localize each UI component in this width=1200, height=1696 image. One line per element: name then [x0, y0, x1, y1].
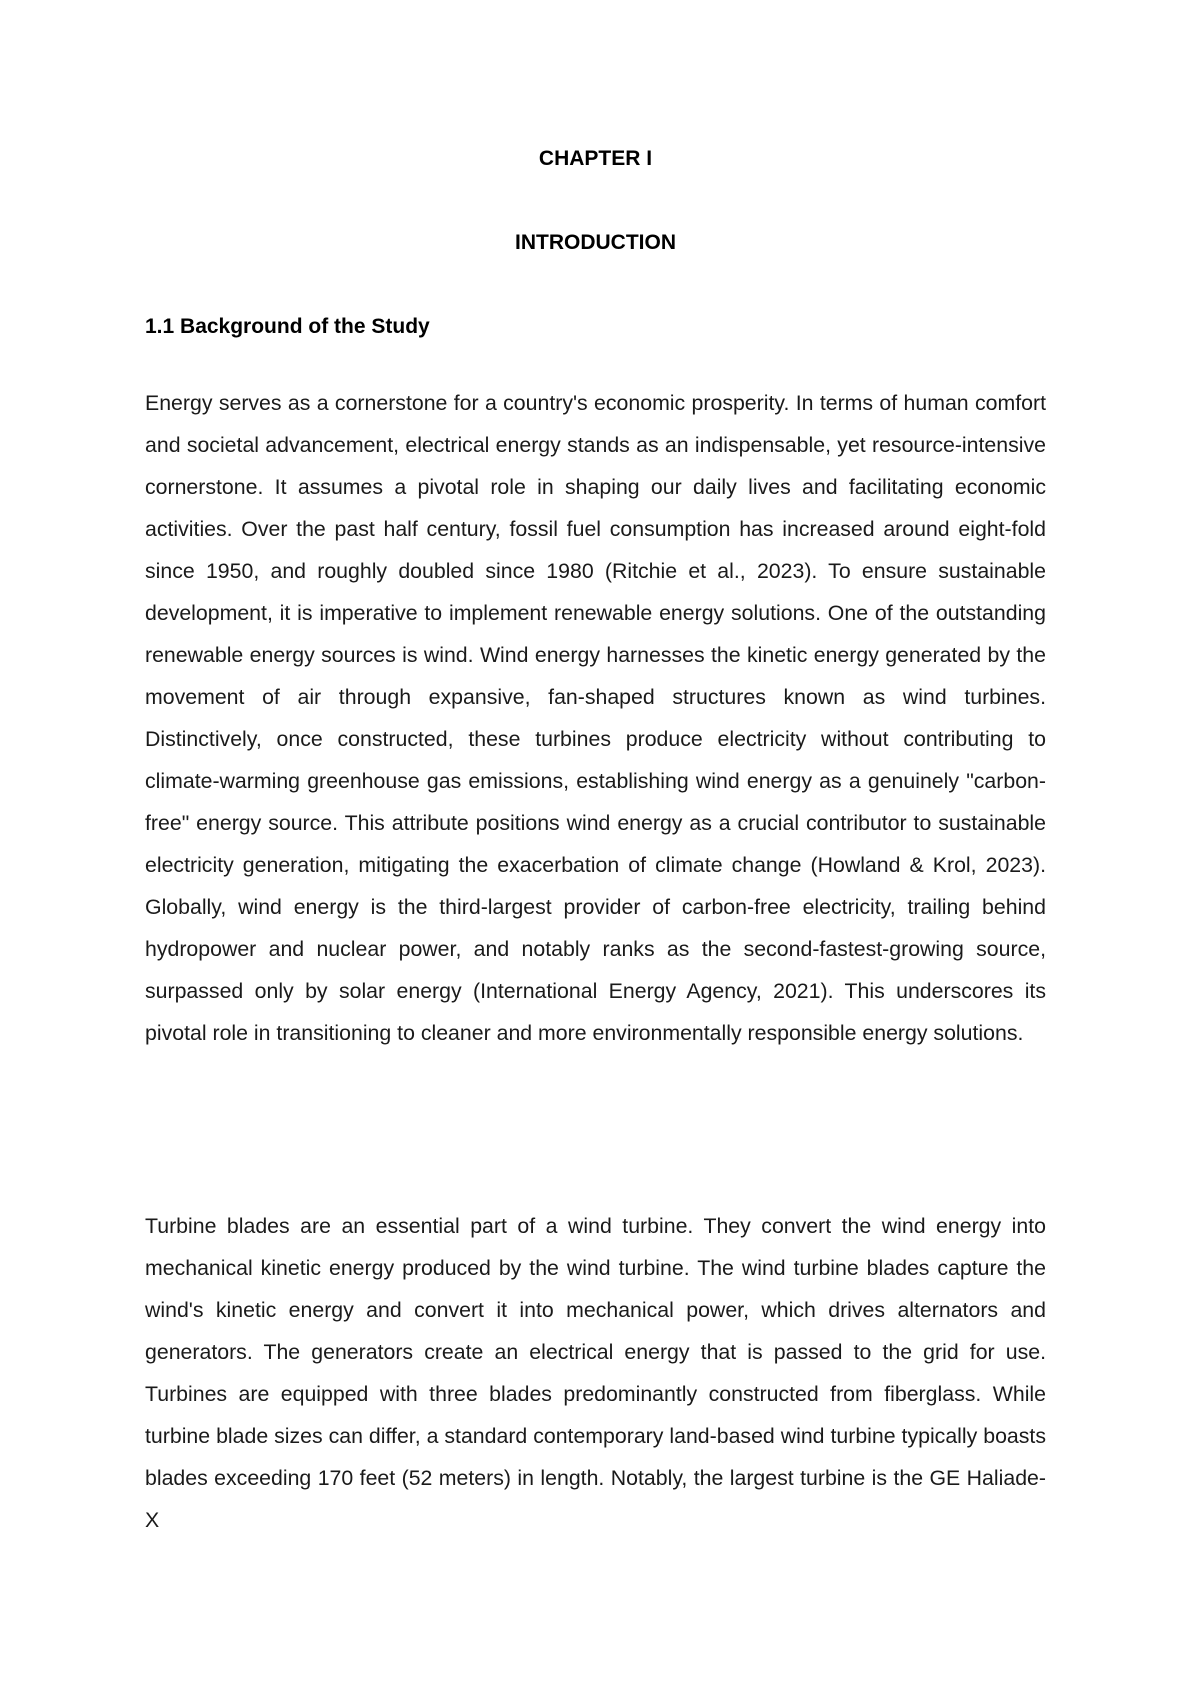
section-heading: 1.1 Background of the Study [145, 315, 430, 338]
chapter-label: CHAPTER I [538, 147, 653, 170]
chapter-title: INTRODUCTION [515, 231, 676, 254]
body-paragraph: Turbine blades are an essential part of a wind turbine. They convert the wind energy into mechanical kinetic energy produced by the wind turbine. The wind turbine blades capture the wind's kinetic energy and convert it into mechanical power, which drives alternators and generators. The generators create an electrical energy that is passed to the grid for use. Turbines are equipped with three blades predominantly constructed from fiberglass. While turbine blade sizes can differ, a standard contemporary land-based wind turbine typically boasts blades exceeding 170 feet (52 meters) in length. Notably, the largest turbine is the GE Haliade-X [145, 1214, 1046, 1532]
body-paragraph: Energy serves as a cornerstone for a country's economic prosperity. In terms of human comfort and societal advancement, electrical energy stands as an indispensable, yet resource-intensive cornerstone. It assumes a pivotal role in shaping our daily lives and facilitating economic activities. Over the past half century, fossil fuel consumption has increased around eight-fold since 1950, and roughly doubled since 1980 (Ritchie et al., 2023). To ensure sustainable development, it is imperative to implement renewable energy solutions. One of the outstanding renewable energy sources is wind. Wind energy harnesses the kinetic energy generated by the movement of air through expansive, fan-shaped structures known as wind turbines. Distinctively, once constructed, these turbines produce electricity without contributing to climate-warming greenhouse gas emissions, establishing wind energy as a genuinely "carbon-free" energy source. This attribute positions wind energy as a crucial contributor to sustainable electricity generation, mitigating the exacerbation of climate change (Howland & Krol, 2023). Globally, wind energy is the third-largest provider of carbon-free electricity, trailing behind hydropower and nuclear power, and notably ranks as the second-fastest-growing source, surpassed only by solar energy (International Energy Agency, 2021). This underscores its pivotal role in transitioning to cleaner and more environmentally responsible energy solutions. [145, 391, 1046, 1045]
